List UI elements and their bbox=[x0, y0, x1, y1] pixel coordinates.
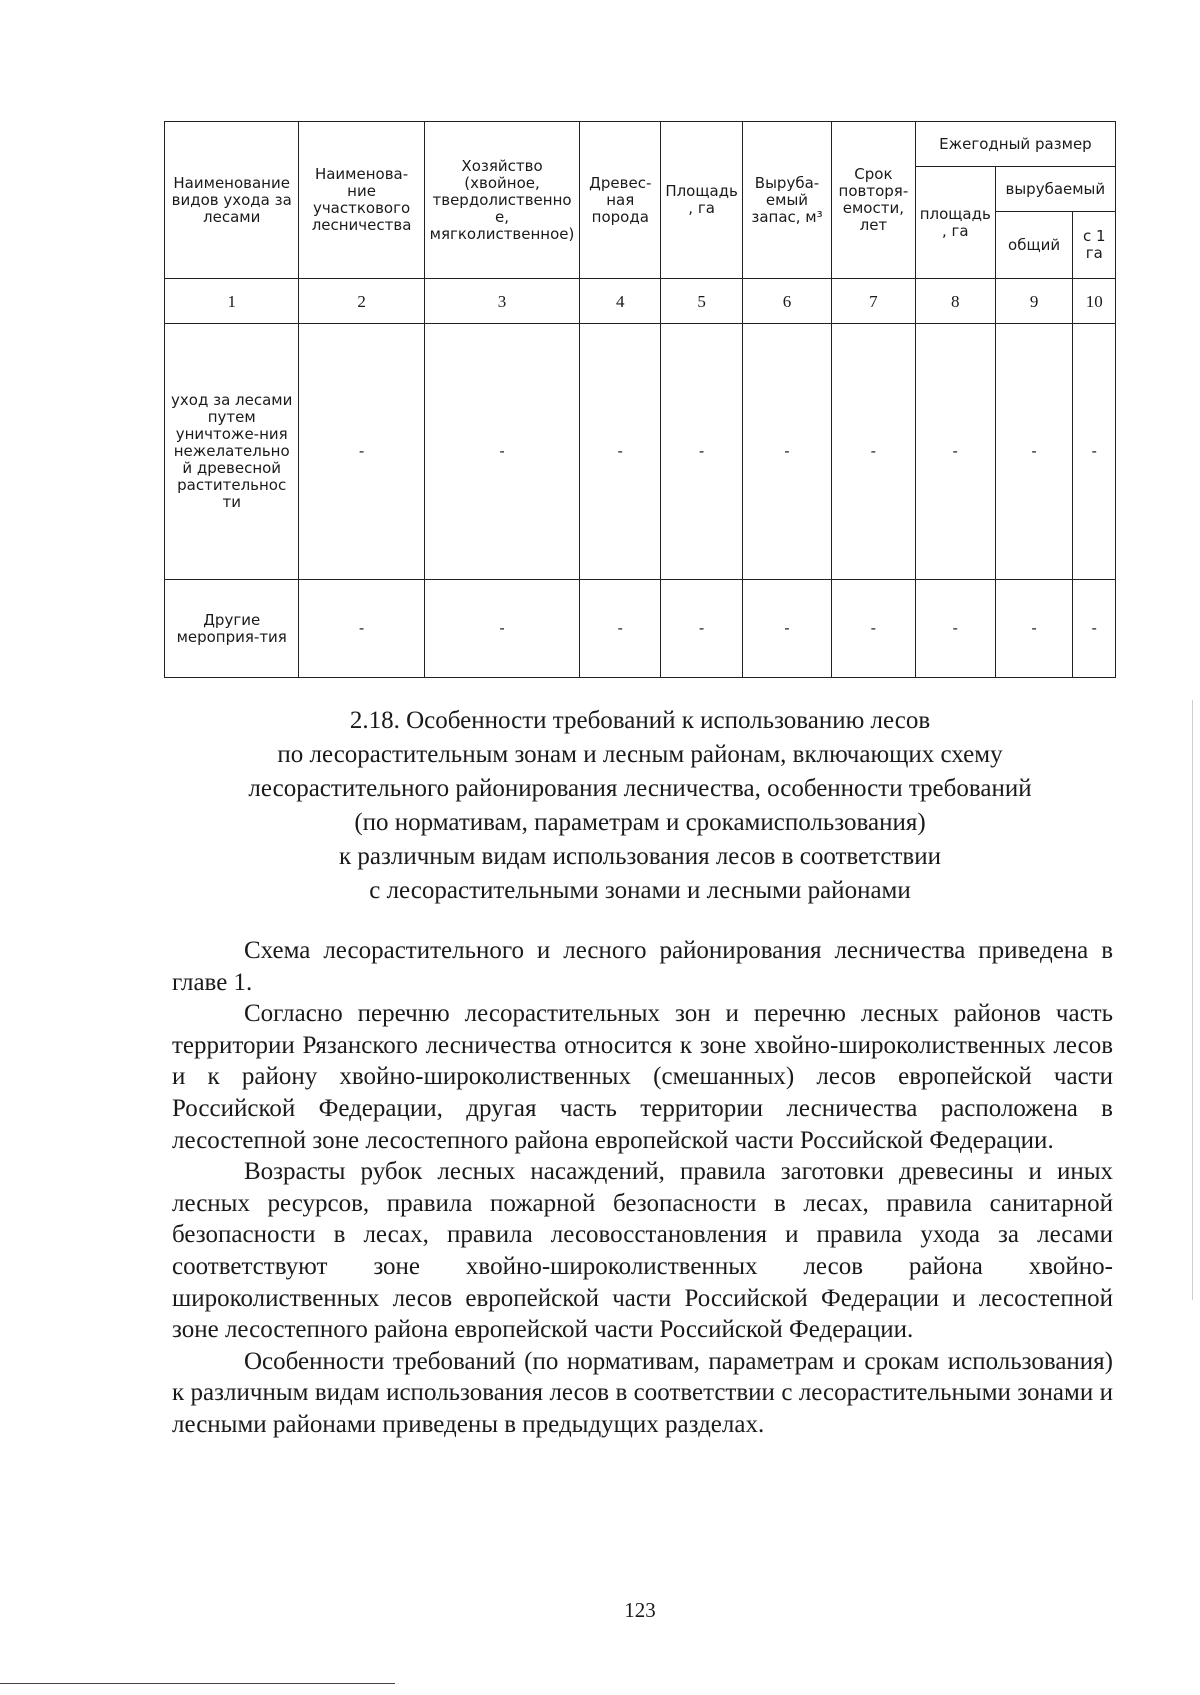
heading-line: 2.18. Особенности требований к использованию лесов bbox=[349, 707, 931, 734]
col-number: 6 bbox=[743, 279, 832, 324]
body-text bbox=[172, 935, 1113, 1441]
table-cell: - bbox=[743, 324, 832, 580]
col-number: 4 bbox=[580, 279, 661, 324]
table-cell: - bbox=[995, 580, 1073, 678]
col-number: 1 bbox=[165, 279, 299, 324]
col-number: 5 bbox=[661, 279, 743, 324]
paragraph: Возрасты рубок лесных насаждений, правила заготовки древесины и иных лесных ресурсов, правила пожарной безопасности в лесах, правила санитарной безопасности в лесах, правила лесовосстановления и правила ухода за лесами соответствуют зоне хвойно-широколиственных лесов района хвойно-широколиственных лесов европейской части Российской Федерации и лесостепной зоне лесостепного района европейской части Российской Федерации. bbox=[172, 1158, 1113, 1344]
table-cell: - bbox=[424, 580, 580, 678]
header-species: Древес-ная порода bbox=[580, 122, 661, 279]
paragraph: Согласно перечню лесорастительных зон и перечню лесных районов часть территории Рязанского лесничества относится к зоне хвойно-широколиственных лесов и к району хвойно-широколиственных (смешанных) лесов европейской части Российской Федерации, другая часть территории лесничества расположена в лесостепной зоне лесостепного района европейской части Российской Федерации. bbox=[172, 1000, 1113, 1154]
col-number: 2 bbox=[299, 279, 424, 324]
heading-line: с лесорастительными зонами и лесными районами bbox=[369, 877, 911, 904]
heading-line: к различным видам использования лесов в соответствии bbox=[339, 843, 941, 870]
table-cell: - bbox=[299, 324, 424, 580]
paragraph: Особенности требований (по нормативам, параметрам и срокам использования) к различным видам использования лесов в соответствии с лесорастительными зонами и лесными районами приведены в предыдущих разделах. bbox=[172, 1347, 1113, 1438]
table-cell: - bbox=[831, 324, 915, 580]
header-cut-total: общий bbox=[995, 212, 1073, 279]
heading-line: по лесорастительным зонам и лесным районам, включающих схему bbox=[277, 741, 1003, 768]
table-cell: - bbox=[661, 324, 743, 580]
header-stock: Выруба-емый запас, м³ bbox=[743, 122, 832, 279]
col-number: 8 bbox=[915, 279, 995, 324]
table-cell: - bbox=[661, 580, 743, 678]
table-row bbox=[165, 580, 1116, 678]
col-number: 7 bbox=[831, 279, 915, 324]
table-cell: - bbox=[915, 324, 995, 580]
table-cell: - bbox=[743, 580, 832, 678]
row-name: Другие мероприя-тия bbox=[165, 580, 299, 678]
header-area: Площадь , га bbox=[661, 122, 743, 279]
header-annual-area: площадь , га bbox=[915, 167, 995, 279]
header-district: Наименова-ние участкового лесничества bbox=[299, 122, 424, 279]
col-number: 3 bbox=[424, 279, 580, 324]
col-number: 9 bbox=[995, 279, 1073, 324]
header-economy: Хозяйство (хвойное, твердолиственно е, мягколиственное) bbox=[424, 122, 580, 279]
forest-care-table bbox=[164, 121, 1116, 678]
page-number: 123 bbox=[624, 1598, 656, 1622]
row-name: уход за лесами путем уничтоже-ния нежелательно й древесной растительнос ти bbox=[165, 324, 299, 580]
section-heading bbox=[160, 704, 1120, 908]
col-number: 10 bbox=[1073, 279, 1116, 324]
header-repeat-period: Срок повторя-емости, лет bbox=[831, 122, 915, 279]
scan-margin-line bbox=[1192, 700, 1193, 1300]
table-cell: - bbox=[995, 324, 1073, 580]
table-cell: - bbox=[580, 324, 661, 580]
heading-line: (по нормативам, параметрам и срокамиспользования) bbox=[354, 809, 926, 836]
header-annual-size: Ежегодный размер bbox=[915, 122, 1115, 167]
header-cut-per-ha: с 1 га bbox=[1073, 212, 1116, 279]
table-cell: - bbox=[580, 580, 661, 678]
table-cell: - bbox=[424, 324, 580, 580]
heading-line: лесорастительного районирования лесничества, особенности требований bbox=[248, 775, 1032, 802]
table-cell: - bbox=[1073, 580, 1116, 678]
table-cell: - bbox=[299, 580, 424, 678]
header-cut-volume: вырубаемый bbox=[995, 167, 1115, 212]
header-care-type: Наименование видов ухода за лесами bbox=[165, 122, 299, 279]
table-row bbox=[165, 324, 1116, 580]
paragraph: Схема лесорастительного и лесного районирования лесничества приведена в главе 1. bbox=[172, 937, 1113, 996]
table-cell: - bbox=[831, 580, 915, 678]
footer-divider bbox=[0, 1683, 395, 1684]
table-cell: - bbox=[1073, 324, 1116, 580]
table-cell: - bbox=[915, 580, 995, 678]
